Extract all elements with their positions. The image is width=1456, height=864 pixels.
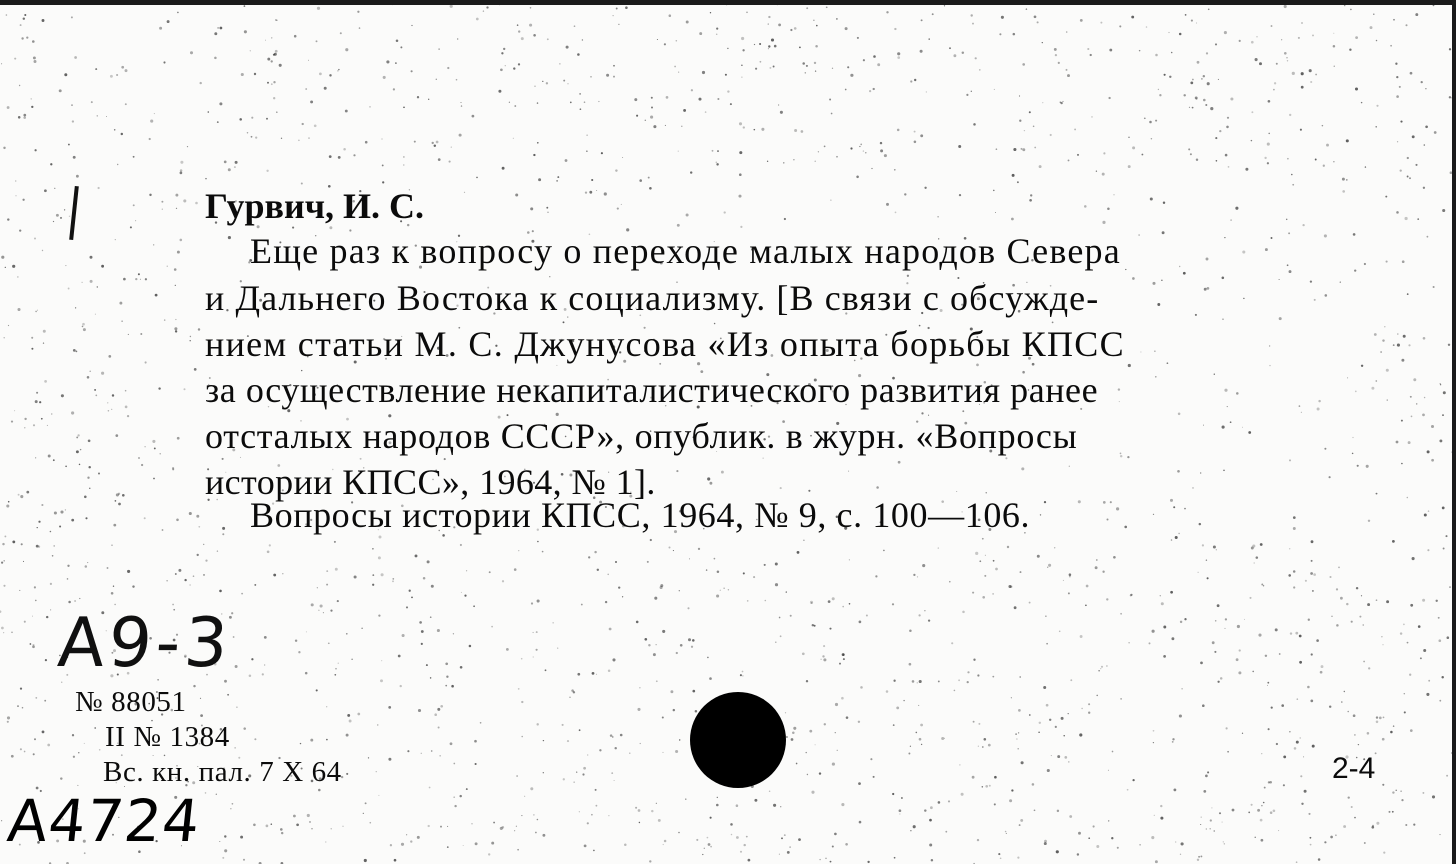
description-line: и Дальнего Востока к социализму. [В связи с обсужде- [205,278,1100,318]
card-top-edge [0,0,1456,5]
author-heading: Гурвич, И. С. [205,186,425,226]
handwritten-call-number: А9-3 [55,604,235,683]
card-punch-hole [690,692,786,788]
registration-number: № 88051 [75,686,187,718]
description-line: нием статьи М. С. Джунусова «Из опыта борьбы КПСС [205,324,1125,364]
card-right-edge [1452,0,1456,864]
handwritten-inventory-number: А4724 [4,787,204,855]
description-line: Еще раз к вопросу о переходе малых народов Севера [250,231,1121,271]
source-line: Вопросы истории КПСС, 1964, № 9, с. 100—106. [250,495,1031,535]
description-line: истории КПСС», 1964, № 1]. [205,462,656,502]
registration-series: II № 1384 [105,721,230,753]
card-code: 2-4 [1332,752,1376,785]
description-line: отсталых народов СССР», опублик. в журн. «Вопросы [205,416,1078,456]
registration-stamp: Вс. кн. пал. 7 X 64 [103,756,342,788]
description-line: за осуществление некапиталистического развития ранее [205,370,1099,410]
